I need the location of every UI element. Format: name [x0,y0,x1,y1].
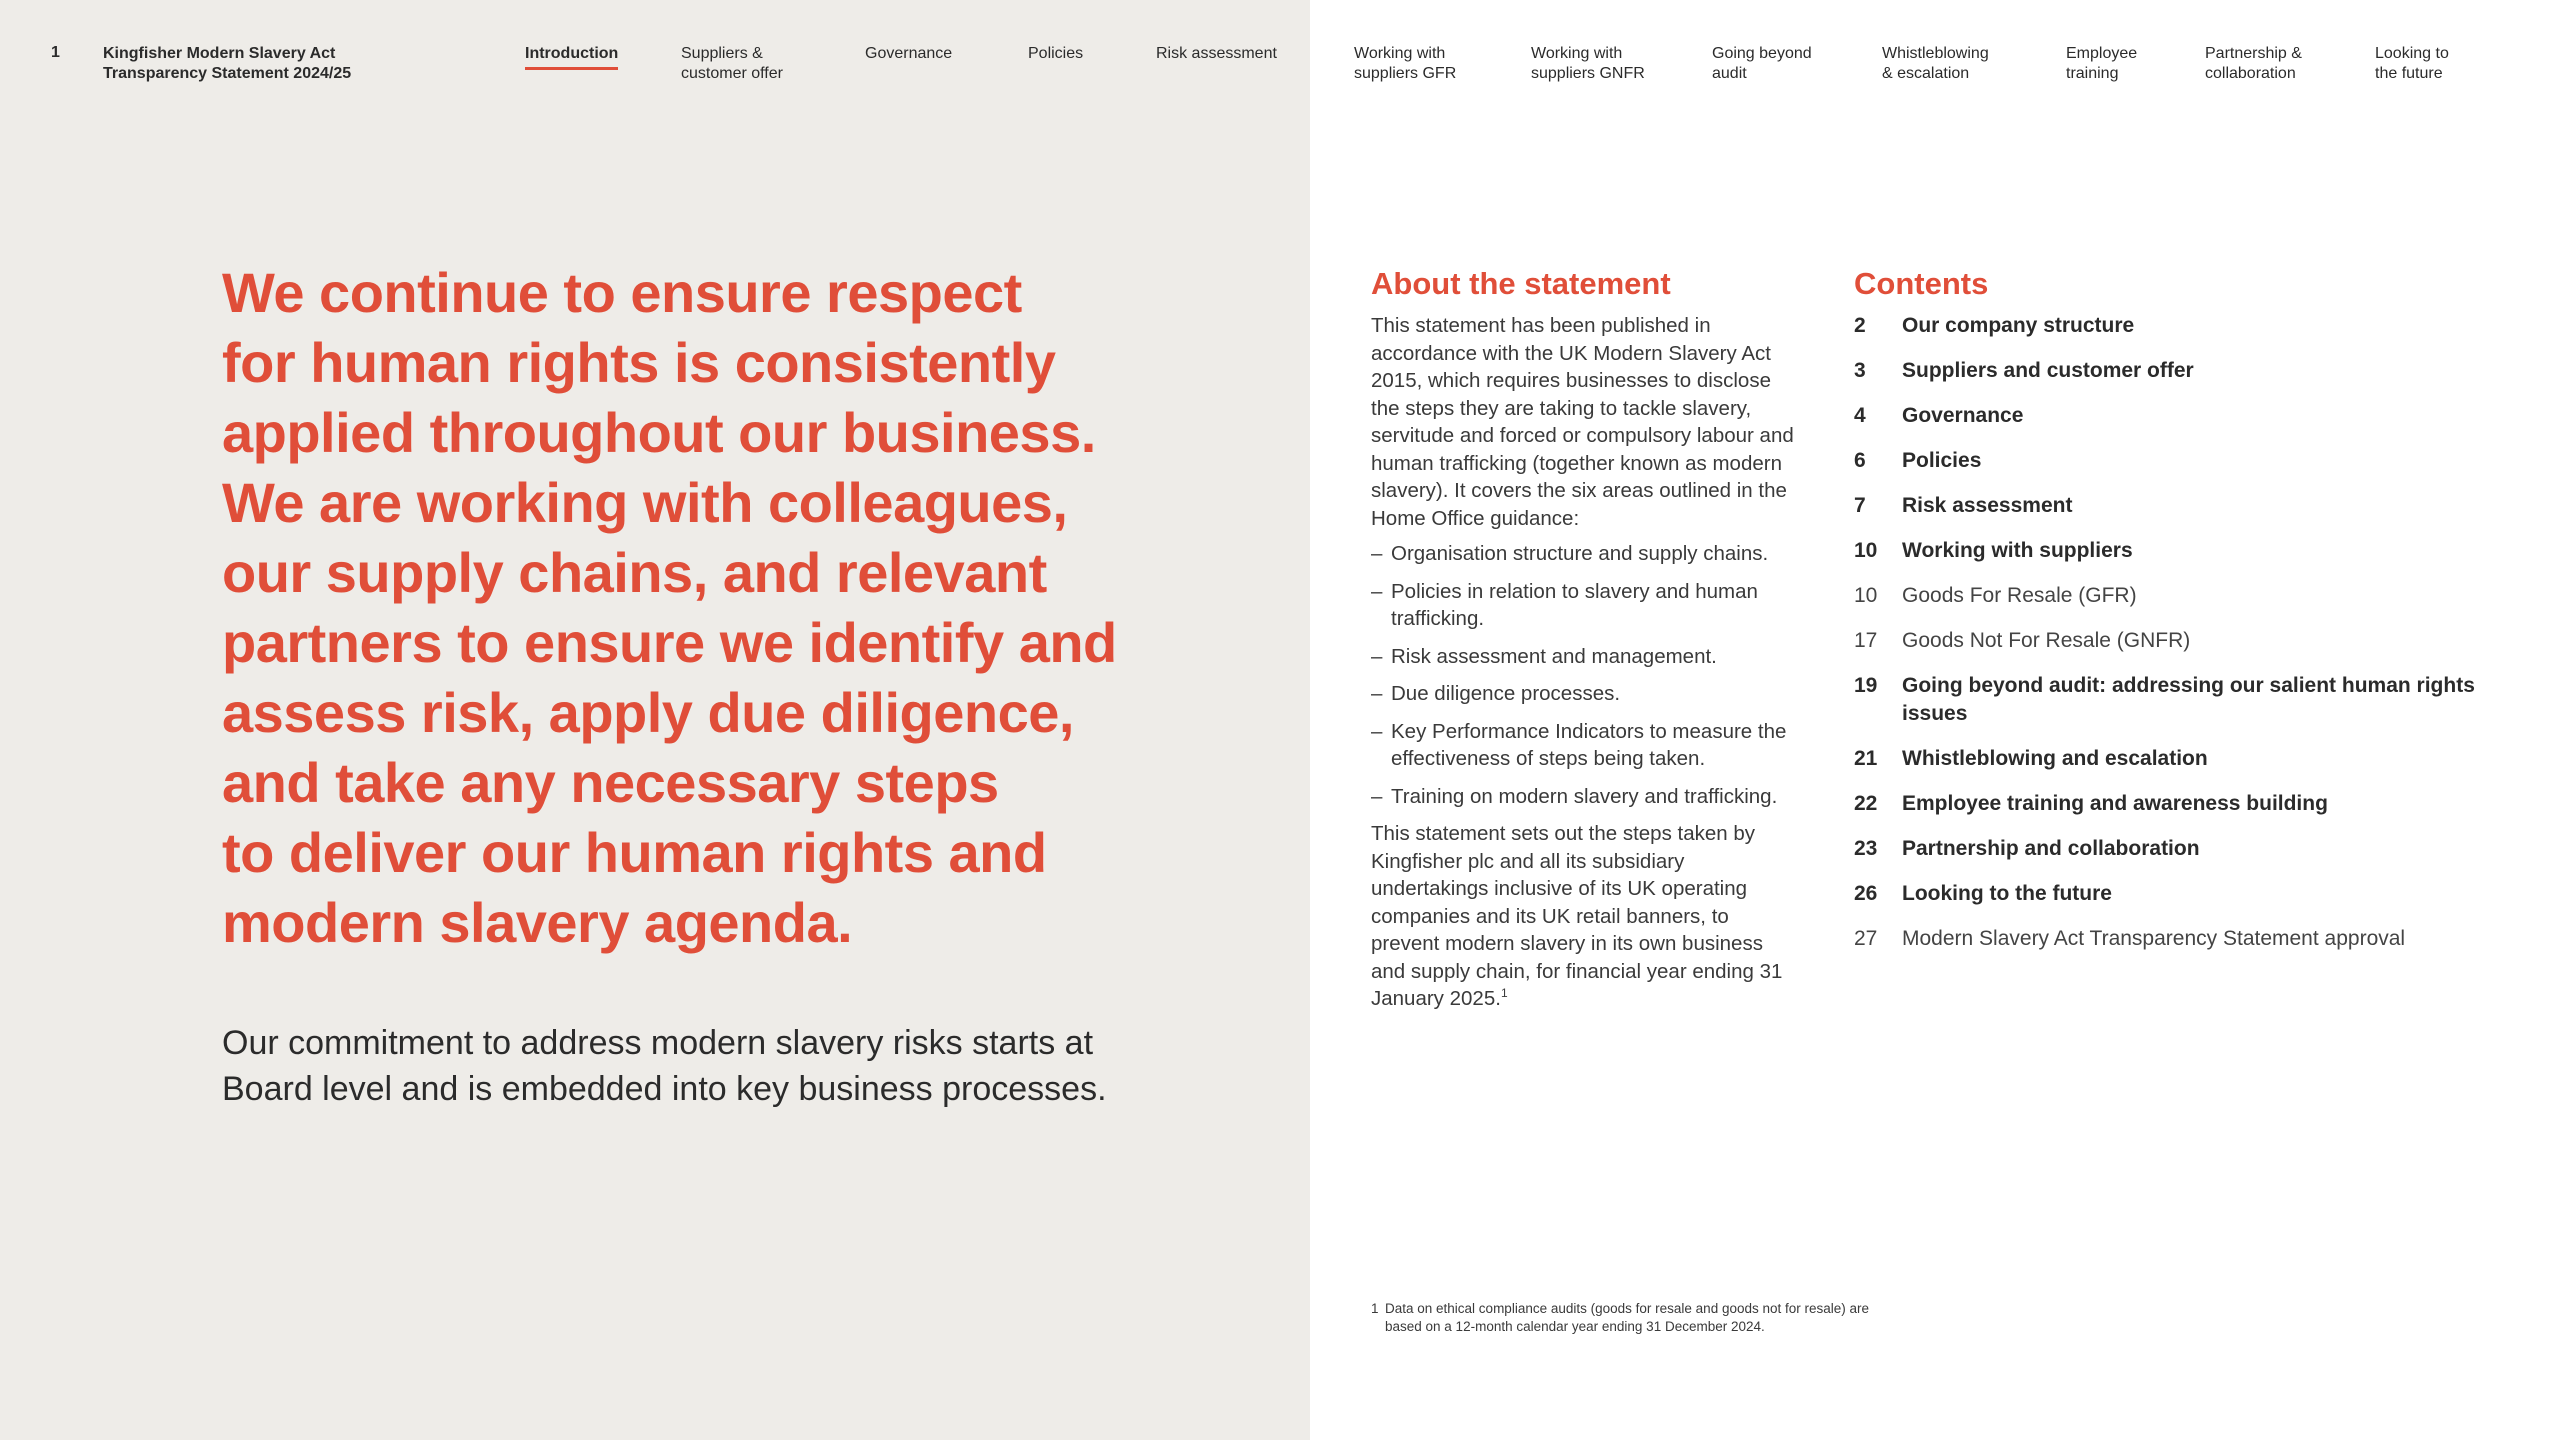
toc-item[interactable] [1854,402,2494,430]
nav-looking-to-the-future[interactable]: Looking to the future [2375,45,2449,82]
pull-quote-line: We continue to ensure respect [222,261,1022,324]
toc-label: Policies [1902,449,1982,472]
dash-marker: – [1371,719,1383,743]
dash-marker: – [1371,682,1383,705]
toc-item[interactable] [1854,925,2494,953]
toc-label: Risk assessment [1902,494,2073,517]
toc-item[interactable] [1854,447,2494,475]
toc-page-number: 19 [1854,674,1878,697]
nav-whistleblowing-escalation[interactable]: Whistleblowing & escalation [1882,45,1989,82]
toc-label: Governance [1902,404,2024,427]
toc-item[interactable] [1854,835,2494,863]
toc-label: Going beyond audit: addressing our salient human rights issues [1902,674,2475,725]
toc-page-number: 17 [1854,629,1878,652]
toc-label: Looking to the future [1902,882,2112,905]
toc-page-number: 23 [1854,837,1878,860]
toc-item[interactable] [1854,745,2494,773]
toc-item[interactable] [1854,537,2494,565]
dash-marker: – [1371,579,1383,603]
contents-heading: Contents [1854,266,1989,301]
toc-label: Goods For Resale (GFR) [1902,584,2137,607]
nav-employee-training[interactable]: Employee training [2066,45,2138,82]
toc-item[interactable] [1854,357,2494,385]
list-item [1371,643,1801,671]
commitment-line: Board level and is embedded into key business processes. [222,1070,1107,1108]
nav-working-with-suppliers-gfr[interactable]: Working with suppliers GFR [1354,45,1457,82]
toc-page-number: 3 [1854,359,1866,382]
list-item-text: Due diligence processes. [1391,682,1621,705]
top-navigation [0,0,2560,110]
pull-quote-line: and take any necessary steps [222,751,999,814]
toc-label: Our company structure [1902,314,2135,337]
nav-going-beyond-audit[interactable]: Going beyond audit [1712,45,1812,82]
toc-label: Partnership and collaboration [1902,837,2200,860]
toc-page-number: 21 [1854,747,1878,770]
toc-label: Goods Not For Resale (GNFR) [1902,629,2191,652]
toc-page-number: 4 [1854,404,1866,427]
toc-item[interactable] [1854,880,2494,908]
list-item [1371,680,1801,708]
about-heading: About the statement [1371,266,1671,301]
list-item [1371,578,1801,633]
toc-label: Modern Slavery Act Transparency Statement approval [1902,927,2406,950]
table-of-contents [1854,312,2494,953]
footnote-reference[interactable]: 1 [1500,986,1508,1001]
toc-label: Working with suppliers [1902,539,2133,562]
pull-quote-line: modern slavery agenda. [222,891,853,954]
list-item-text: Organisation structure and supply chains. [1391,542,1769,565]
footnote-number: 1 [1371,1301,1379,1316]
about-closing [1371,820,1801,1013]
toc-page-number: 27 [1854,927,1878,950]
nav-governance[interactable]: Governance [865,45,953,62]
dash-marker: – [1371,784,1383,808]
pull-quote-line: our supply chains, and relevant [222,541,1047,604]
toc-page-number: 26 [1854,882,1878,905]
toc-item[interactable] [1854,672,2494,728]
toc-item[interactable] [1854,790,2494,818]
toc-page-number: 7 [1854,494,1866,517]
list-item-text: Key Performance Indicators to measure the effectiveness of steps being taken. [1391,719,1787,770]
nav-introduction[interactable]: Introduction [525,44,618,70]
toc-page-number: 10 [1854,584,1878,607]
list-item [1371,718,1801,773]
toc-page-number: 10 [1854,539,1878,562]
about-intro: This statement has been published in accordance with the UK Modern Slavery Act 2015, which requires businesses to disclose the steps they are taking to tackle slavery, servitude and forced or compulsory labour and human trafficking (together known as modern slavery). It covers the six areas outlined in the Home Office guidance: [1371,314,1794,530]
dash-marker: – [1371,542,1383,565]
list-item-text: Training on modern slavery and trafficking. [1391,784,1778,808]
document-title[interactable]: Kingfisher Modern Slavery Act Transparency Statement 2024/25 [103,45,352,82]
toc-label: Suppliers and customer offer [1902,359,2194,382]
toc-label: Whistleblowing and escalation [1902,747,2208,770]
pull-quote [222,258,1222,958]
page-number: 1 [51,44,60,61]
nav-risk-assessment[interactable]: Risk assessment [1156,45,1277,62]
pull-quote-line: assess risk, apply due diligence, [222,681,1074,744]
footnote-text: Data on ethical compliance audits (goods for resale and goods not for resale) are based on a 12-month calendar year ending 31 December 2024. [1385,1301,1870,1334]
pull-quote-line: to deliver our human rights and [222,821,1047,884]
contents-section [1854,264,2494,970]
list-item-text: Policies in relation to slavery and human trafficking. [1391,579,1758,630]
toc-page-number: 22 [1854,792,1878,815]
list-item [1371,783,1801,811]
pull-quote-line: applied throughout our business. [222,401,1096,464]
toc-item[interactable] [1854,312,2494,340]
pull-quote-line: partners to ensure we identify and [222,611,1117,674]
toc-item[interactable] [1854,492,2494,520]
about-section [1371,264,1801,1013]
toc-item[interactable] [1854,582,2494,610]
nav-partnership-collaboration[interactable]: Partnership & collaboration [2205,45,2302,82]
pull-quote-line: for human rights is consistently [222,331,1056,394]
dash-marker: – [1371,644,1383,668]
footnote [1371,1300,1891,1336]
nav-policies[interactable]: Policies [1028,45,1084,62]
about-closing-text: This statement sets out the steps taken by Kingfisher plc and all its subsidiary undertakings inclusive of its UK operating companies and its UK retail banners, to prevent modern slavery in its own business and supply chain, for financial year ending 31 January 2025. [1371,822,1783,1010]
nav-working-with-suppliers-gnfr[interactable]: Working with suppliers GNFR [1531,45,1645,82]
guidance-areas-list [1371,540,1801,810]
commitment-line: Our commitment to address modern slavery risks starts at [222,1024,1094,1062]
toc-page-number: 2 [1854,314,1866,337]
toc-label: Employee training and awareness building [1902,792,2328,815]
commitment-statement [222,1020,1222,1112]
list-item-text: Risk assessment and management. [1391,644,1717,668]
list-item [1371,540,1801,568]
toc-page-number: 6 [1854,449,1866,472]
toc-item[interactable] [1854,627,2494,655]
nav-suppliers-customer-offer[interactable]: Suppliers & customer offer [681,45,783,82]
pull-quote-line: We are working with colleagues, [222,471,1068,534]
